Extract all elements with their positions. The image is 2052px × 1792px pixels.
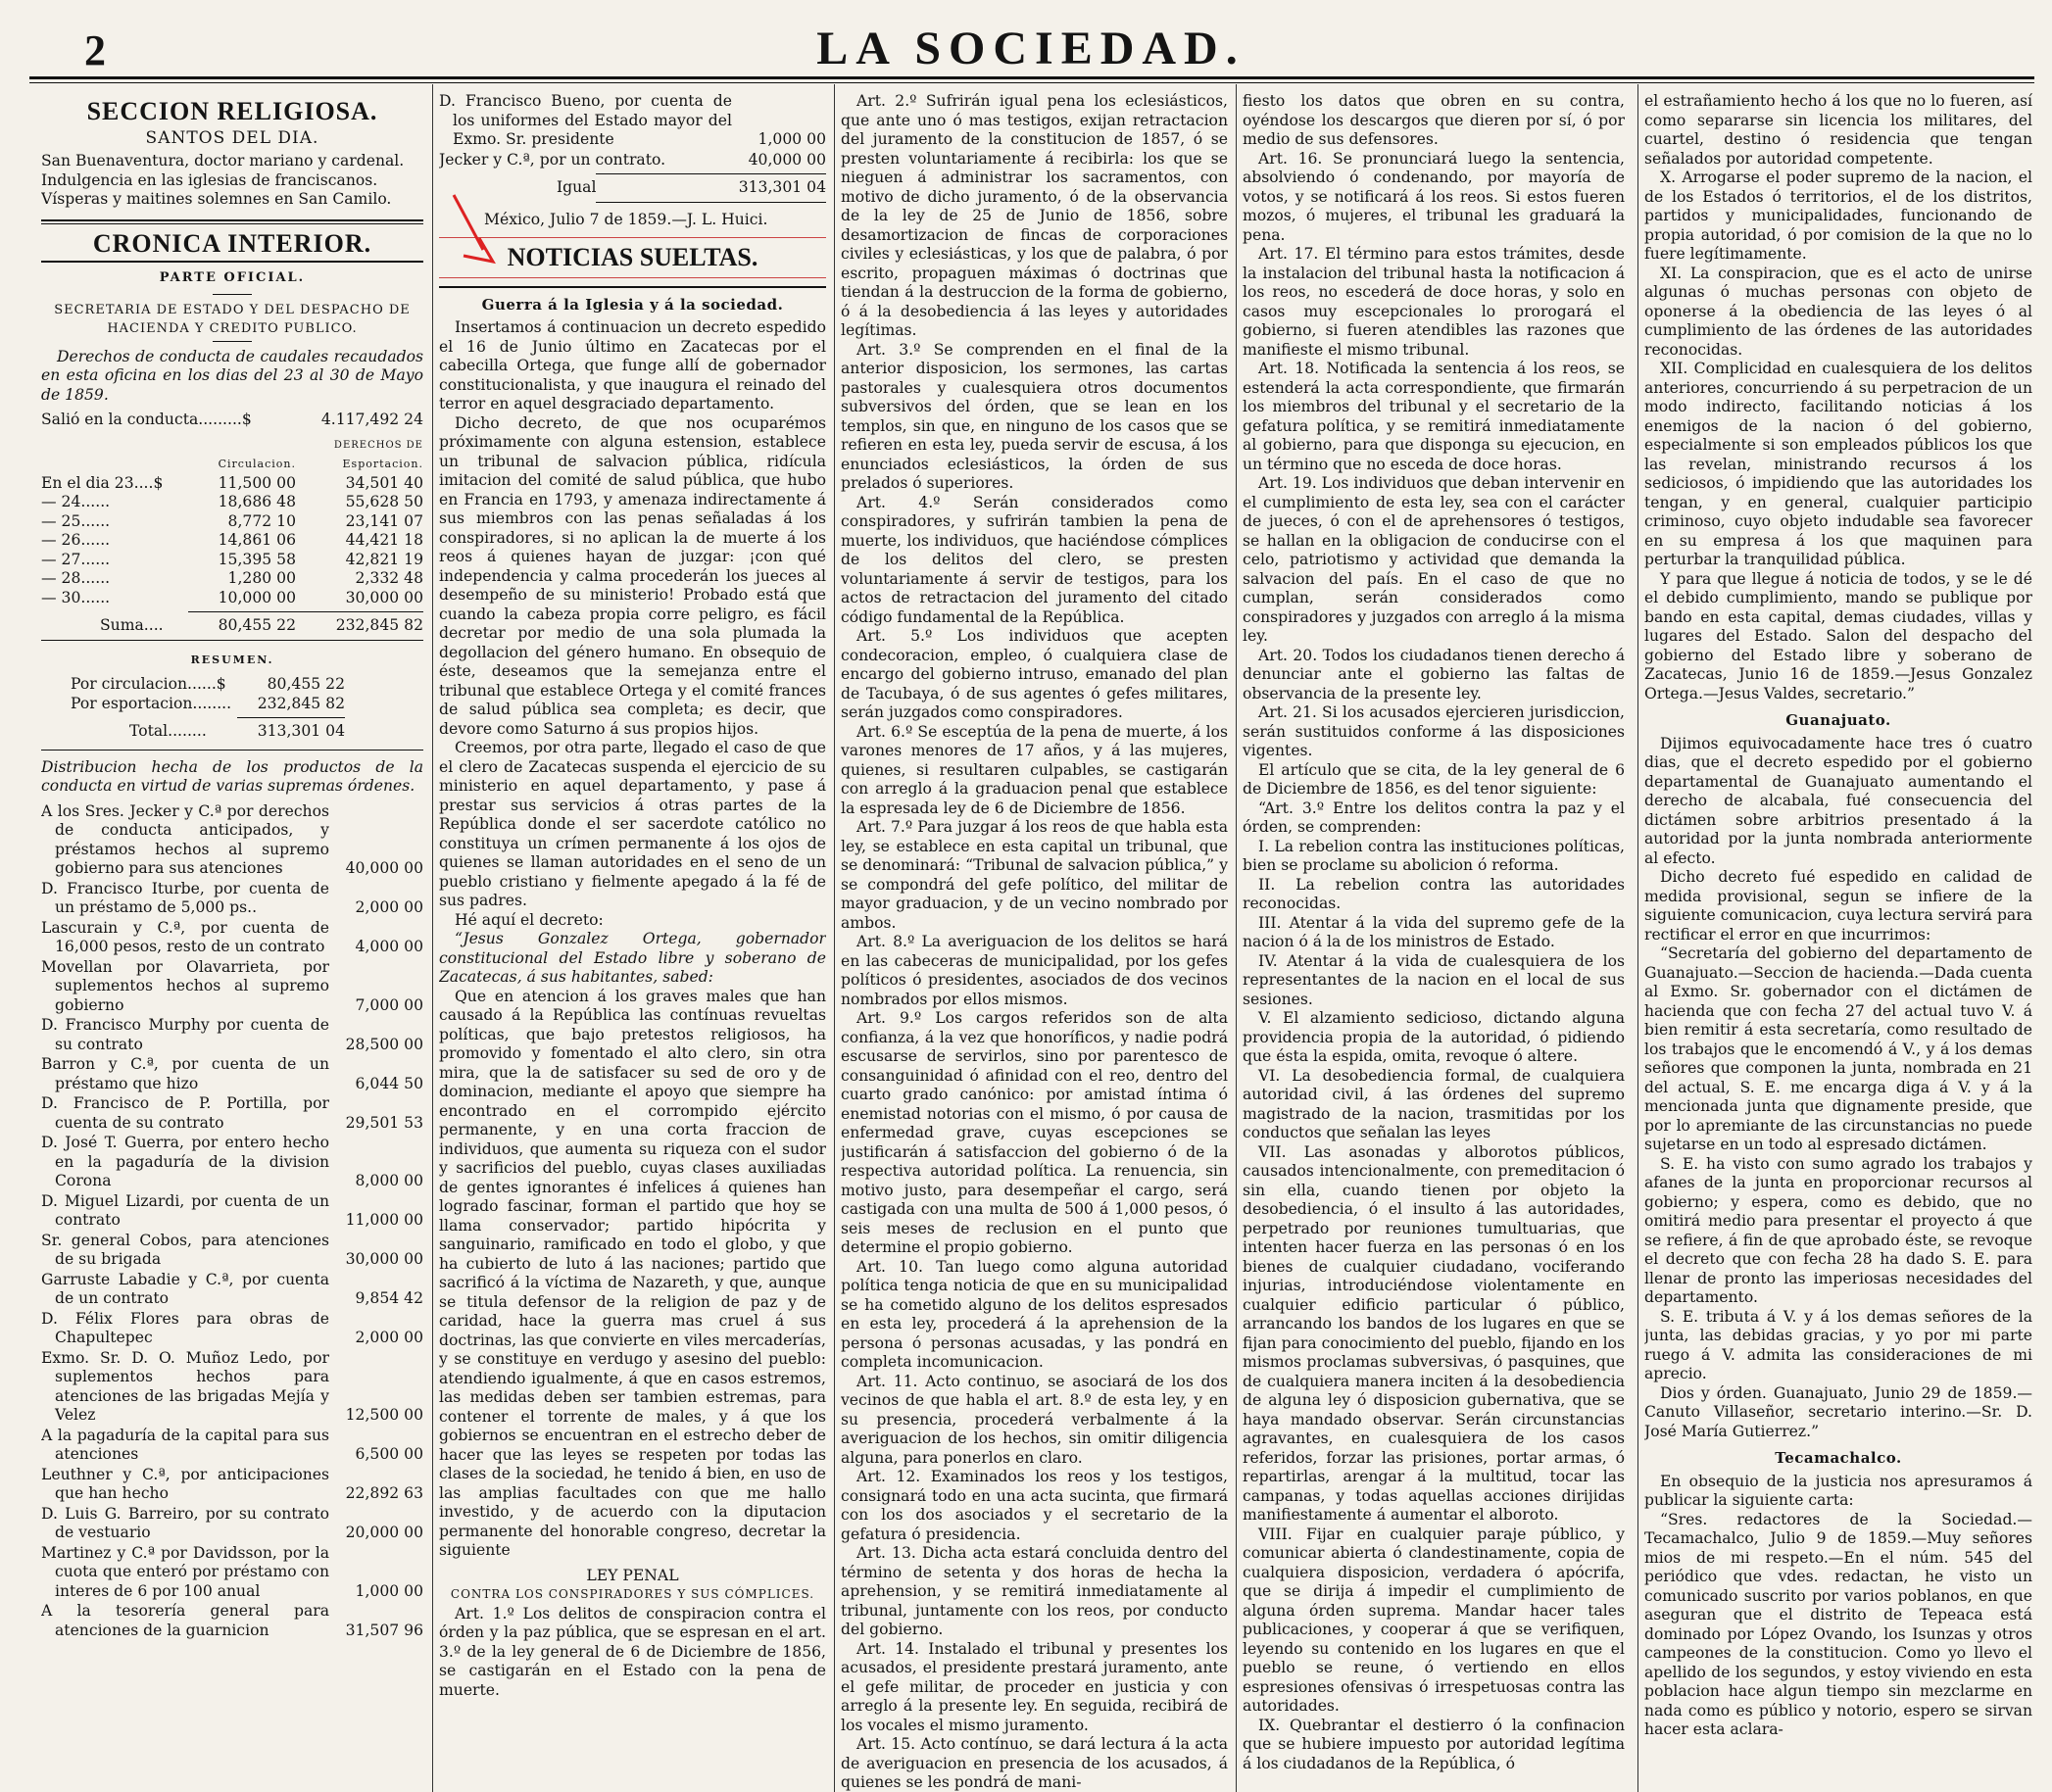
- item-text: A la pagaduría de la capital para sus atenciones: [41, 1426, 329, 1463]
- list-item: [41, 1427, 423, 1465]
- guerra-title: Guerra á la Iglesia y á la sociedad.: [481, 295, 784, 314]
- paragraph: VIII. Fijar en cualquier paraje público, y comunicar abierta ó clandestinamente, copia de cualquiera disposicion, verdadera ó apócrifa, que se dirija á impedir el cumplimiento de alguna órden suprema. Mandar hacer tales publicaciones, y cooperar á que se verifiquen, leyendo su contenido en los lugares en que el pueblo se reune, ó vertiendo en ellos espresiones ofensivas ó irrespetuosas contra las autoridades.: [1243, 1525, 1625, 1715]
- table-header-top: [41, 436, 423, 456]
- table-cell: En el dia 23....$: [41, 473, 164, 492]
- secretaria-heading: SECRETARIA DE ESTADO Y DEL DESPACHO DE HACIENDA Y CREDITO PUBLICO.: [54, 302, 411, 336]
- paragraph: Art. 4.º Serán considerados como conspiradores, y sufrirán tambien la pena de muerte, los individuos, que haciéndose cómplices de los delitos del clero, se presten voluntariamente á servir de testigos, para los actos de retractacion del juramento del citado código fundamental de la República.: [841, 493, 1228, 626]
- item-text: Exmo. Sr. D. O. Muñoz Ledo, por suplementos hechos para atenciones de las brigadas Mejía y Velez: [41, 1348, 329, 1424]
- por-esp-label: Por esportacion........: [71, 694, 232, 712]
- paragraph: El artículo que se cita, de la ley general de 6 de Diciembre de 1856, es del tenor siguiente:: [1243, 760, 1625, 798]
- paragraph: Hé aquí el decreto:: [455, 910, 604, 929]
- list-item: [41, 1134, 423, 1191]
- item-amount: 22,892 63: [345, 1484, 423, 1502]
- paragraph: “Jesus Gonzalez Ortega, gobernador constitucional del Estado libre y soberano de Zacatecas, á sus habitantes, sabed:: [439, 930, 826, 986]
- paragraph: I. La rebelion contra las instituciones políticas, bien se proclame su abolicion ó reforma.: [1243, 837, 1625, 874]
- paragraph: Dios y órden. Guanajuato, Junio 29 de 1859.—Canuto Villaseñor, secretario interino.—Sr. D. José María Gutierrez.”: [1644, 1383, 2032, 1440]
- paragraph: XI. La conspiracion, que es el acto de unirse algunas ó muchas personas con objeto de oponerse á la obediencia de las leyes ó al cumplimiento de las órdenes de las autoridades reconocidas.: [1644, 264, 2032, 359]
- list-item: [439, 151, 826, 170]
- list-item: [439, 92, 826, 150]
- item-text: D. Francisco Murphy por cuenta de su contrato: [41, 1016, 329, 1053]
- paragraph: XII. Complicidad en cualesquiera de los delitos anteriores, concurriendo á su perpetracion de un modo indirecto, facilitando noticias á los enemigos de la nacion ó del gobierno, especialmente si son empleados públicos los que las revelan, ministrando recursos á los sediciosos, ó impidiendo que las autoridades los tengan, y en general, cualquier participio criminoso, cuyo objeto indudable sea favorecer en su empresa á los que maquinen para perturbar la tranquilidad pública.: [1644, 360, 2032, 568]
- column-3: [841, 92, 1228, 1792]
- suma-row: [41, 616, 423, 636]
- firma-huici: México, Julio 7 de 1859.—J. L. Huici.: [484, 210, 768, 228]
- suma-exportacion: 232,845 82: [335, 616, 423, 634]
- section-rule-thin: [41, 223, 423, 224]
- short-rule: [213, 294, 252, 295]
- item-amount: 40,000 00: [345, 859, 423, 877]
- newspaper-title: LA SOCIEDAD.: [816, 23, 1246, 74]
- derechos-de-label: DERECHOS DE: [333, 439, 423, 451]
- column-1: [41, 92, 423, 1792]
- paragraph: “Secretaría del gobierno del departamento de Guanajuato.—Seccion de hacienda.—Dada cuenta al Exmo. Sr. gobernador con el dictámen de hacienda que con fecha 27 del actual tuvo V. á bien remitir á esta secretaría, como resultado de los trabajos que le encomendó á V., y á los demas señores que componen la junta, nombrada en 21 del actual, S. E. me encarga diga á V. y á la mencionada junta que dignamente preside, que por lo apremiante de las circunstancias no puede sujetarse en un todo al espresado dictámen.: [1644, 944, 2032, 1153]
- table-cell: 15,395 58: [218, 550, 296, 568]
- list-item: [41, 1232, 423, 1270]
- item-amount: 9,854 42: [355, 1289, 423, 1307]
- santos-text: San Buenaventura, doctor mariano y cardenal.: [41, 152, 405, 170]
- paragraph: Art. 9.º Los cargos referidos son de alta confianza, á la vez que honoríficos, y nadie podrá escusarse de servirlos, sino por parentesco de consanguinidad ó afinidad con el reo, dentro del cuarto grado canónico: por amistad íntima ó enemistad notorias con el mismo, ó por causa de enfermedad grave, cuyas escepciones se justificarán á satisfaccion del gobierno ó de la respectiva autoridad política. La renuencia, sin motivo justo, para desempeñar el cargo, será castigada con una multa de 500 á 1,000 pesos, ó seis meses de reclusion en el punto que determine el propio gobierno.: [841, 1009, 1228, 1256]
- item-text: D. José T. Guerra, por entero hecho en la pagaduría de la division Corona: [41, 1134, 329, 1189]
- suma-circulacion: 80,455 22: [218, 616, 296, 634]
- resumen-title: RESUMEN.: [190, 653, 274, 666]
- paragraph: Art. 16. Se pronunciará luego la sentencia, absolviendo ó condenando, por mayoría de votos, y se notificará á los reos. Si estos fueren mozos, ó mujeres, el tribunal les graduará la pena.: [1243, 149, 1625, 244]
- paragraph: fiesto los datos que obren en su contra, oyéndose los descargos que dieren por sí, ó por medio de sus defensores.: [1243, 92, 1625, 148]
- list-item: [41, 1349, 423, 1426]
- table-cell: 30,000 00: [345, 588, 423, 606]
- guanajuato-title: Guanajuato.: [1785, 711, 1891, 729]
- item-amount: 7,000 00: [355, 995, 423, 1014]
- paragraph: Art. 2.º Sufrirán igual pena los eclesiásticos, que ante uno ó mas testigos, exijan retractacion del juramento de la constitucion de 1857, ó se presten voluntariamente á recibirla: los que se nieguen á administrar los sacramentos, con motivo de dicho juramento, ó de la observancia de la ley de 25 de Junio de 1856, sobre desamortizacion de fincas de corporaciones civiles y eclesiásticas, y los que de palabra, ó por escrito, propaguen máximas ó doctrinas que tiendan á la destruccion de la forma de gobierno, ó á la desobediencia á las leyes y autoridades legítimas.: [841, 92, 1228, 339]
- paragraph: Creemos, por otra parte, llegado el caso de que el clero de Zacatecas suspenda el ejercicio de su ministerio en aquel departamento, y pase á prestar sus servicios á otras partes de la República donde el ser sacerdote católico no constituya un crímen permanente á los ojos de quienes se llaman autoridades en el seno de un pueblo cristiano y fielmente apegado á la fé de sus padres.: [439, 739, 826, 909]
- paragraph: S. E. tributa á V. y á los demas señores de la junta, las debidas gracias, y yo por mi parte ruego á V. admita las consideraciones de mi aprecio.: [1644, 1307, 2032, 1382]
- days-table: [41, 474, 423, 608]
- parte-oficial-title: PARTE OFICIAL.: [159, 270, 306, 285]
- table-cell: — 25......: [41, 511, 111, 530]
- item-text: D. Félix Flores para obras de Chapultepec: [41, 1309, 329, 1346]
- paragraph: VI. La desobediencia formal, de cualquiera autoridad civil, á las órdenes del supremo magistrado de la nacion, trasmitidas por los conductos que señalan las leyes: [1243, 1066, 1625, 1141]
- paragraph: el estrañamiento hecho á los que no lo fueren, así como separarse sin licencia los militares, del cuartel, destino ó residencia que tengan señalados por autoridad competente.: [1644, 92, 2032, 168]
- table-row: [41, 474, 423, 494]
- item-amount: 4,000 00: [355, 938, 423, 955]
- salio-row: [41, 411, 423, 430]
- item-amount: 12,500 00: [345, 1406, 423, 1424]
- paragraph: Art. 1.º Los delitos de conspiracion contra el órden y la paz pública, que se espresan en el art. 3.º de la ley general de 6 de Diciembre de 1856, se castigarán en el Estado con la pena de muerte.: [439, 1604, 826, 1699]
- table-cell: 42,821 19: [345, 550, 423, 568]
- list-item: [41, 919, 423, 957]
- list-item: [41, 1310, 423, 1348]
- column-4: [1243, 92, 1625, 1792]
- table-cell: 2,332 48: [355, 569, 423, 587]
- table-cell: 8,772 10: [227, 511, 296, 530]
- paragraph: En obsequio de la justicia nos apresuramos á publicar la siguiente carta:: [1644, 1472, 2032, 1509]
- paragraph: Art. 14. Instalado el tribunal y presentes los acusados, el presidente prestará juramento, ante el gefe militar, de proceder en justicia y con arreglo á la presente ley. En seguida, recibirá de los vocales el mismo juramento.: [841, 1639, 1228, 1734]
- salio-label: Salió en la conducta.........$: [41, 411, 252, 428]
- por-circ-label: Por circulacion......$: [71, 675, 226, 693]
- jecker-amount: 40,000 00: [748, 150, 826, 169]
- table-row: [41, 493, 423, 512]
- paragraph: IV. Atentar á la vida de cualesquiera de los representantes de la nacion en el local de sus sesiones.: [1243, 951, 1625, 1008]
- paragraph: Dicho decreto, de que nos ocuparémos próximamente con alguna estension, establece un tribunal de salvacion pública, ridícula imitacion del comité de salud pública, que hubo en Francia en 1793, y amenaza indirectamente á sus miembros con las penas señaladas á los conspiradores, si no aplican la de muerte á los reos á quienes hayan de juzgar: ¡con qué independencia y calma procederán los jueces al desempeño de su ministerio! Probado está que cuando la cabeza propia corre peligro, es fácil decretar por medio de una sola plumada la degollacion del género humano. En obsequio de éste, deseamos que la semejanza entre el tribunal que establece Ortega y el comité frances de salud pública sea completa; es decir, que devore como Saturno á sus propios hijos.: [439, 413, 826, 738]
- table-cell: — 26......: [41, 531, 111, 549]
- item-text: D. Luis G. Barreiro, por su contrato de vestuario: [41, 1504, 329, 1541]
- table-row: [41, 531, 423, 551]
- table-cell: 14,861 06: [218, 531, 296, 549]
- table-cell: 55,628 50: [345, 493, 423, 510]
- paragraph: Art. 7.º Para juzgar á los reos de que habla esta ley, se establece en esta capital un tribunal, que se denominará: “Tribunal de salvacion pública,” y se compondrá del gefe político, del militar de mayor graduacion, y de un vecino nombrado por ambos.: [841, 818, 1228, 932]
- paragraph: Art. 18. Notificada la sentencia á los reos, se estenderá la acta correspondiente, que firmarán los miembros del tribunal y el secretario de la gefatura política, y se remitirá inmediatamente al gobierno, para que disponga su ejecucion, en un término que no esceda de doce horas.: [1243, 360, 1625, 473]
- derechos-intro: Derechos de conducta de caudales recaudados en esta oficina en los dias del 23 al 30 de Mayo de 1859.: [41, 347, 423, 404]
- item-amount: 6,044 50: [355, 1074, 423, 1092]
- table-row: [41, 551, 423, 570]
- noticias-box: [439, 237, 826, 278]
- table-cell: 1,280 00: [227, 569, 296, 587]
- por-esp-row: [41, 695, 423, 714]
- table-header: [41, 455, 423, 474]
- igual-label: Igual: [557, 178, 597, 196]
- circulacion-header: Circulacion.: [218, 458, 296, 470]
- paragraph: Art. 3.º Se comprenden en el final de la anterior disposicion, los sermones, las cartas pastorales y cualesquiera otros documentos subversivos del órden, que se lean en los templos, sin que, en ninguno de los casos que se refieren en esta ley, pueda servir de escusa, á los enunciados eclesiásticos, la órden de sus prelados ó superiores.: [841, 340, 1228, 492]
- paragraph: Dicho decreto fué espedido en calidad de medida provisional, segun se infiere de la siguiente comunicacion, cuya lectura servirá para rectificar el error en que incurrimos:: [1644, 868, 2032, 944]
- total-label: Total........: [129, 722, 207, 740]
- table-cell: 18,686 48: [218, 493, 296, 510]
- paragraph: “Sres. redactores de la Sociedad.—Tecamachalco, Julio 9 de 1859.—Muy señores mios de mi respeto.—En el núm. 545 del periódico que vdes. redactan, he visto un comunicado suscrito por varios poblanos, en que aseguran que el distrito de Tepeaca está dominado por López Ovando, los Isunzas y otros campeones de la constitucion. Como yo llevo el apellido de los segundos, y estoy viviendo en esta poblacion hace algun tiempo sin mezclarme en nada como es público y notorio, espero se sirvan hacer esta aclara-: [1644, 1510, 2032, 1738]
- list-item: [41, 1192, 423, 1231]
- paragraph: Art. 21. Si los acusados ejercieren jurisdiccion, serán sustituidos conforme á las disposiciones vigentes.: [1243, 703, 1625, 759]
- section-rule: [439, 286, 826, 288]
- column-divider: [432, 84, 433, 1792]
- paragraph: Art. 19. Los individuos que deban intervenir en el cumplimiento de esta ley, sea con el carácter de jueces, ó con el de aprehensores ó testigos, se hallan en la obligacion de conducirse con el celo, patriotismo y actividad que demanda la salvacion del país. En el caso de que no cumplan, serán considerados como conspiradores y juzgados con arreglo á la misma ley.: [1243, 474, 1625, 645]
- paragraph: Art. 10. Tan luego como alguna autoridad política tenga noticia de que en su municipalidad se ha cometido alguno de los delitos espresados en esta ley, procederá á la aprehension de la persona ó personas acusadas, y las pondrá en completa incomunicacion.: [841, 1257, 1228, 1371]
- list-item: [41, 880, 423, 918]
- column-2: [439, 92, 826, 1792]
- distribucion-intro: Distribucion hecha de los productos de la conducta en virtud de varias supremas órdenes.: [41, 757, 423, 795]
- table-cell: 10,000 00: [218, 588, 296, 606]
- column-divider: [1637, 84, 1638, 1792]
- table-cell: 34,501 40: [345, 473, 423, 492]
- paragraph: Art. 17. El término para estos trámites, desde la instalacion del tribunal hasta la notificacion á los reos, no escederá de doce horas, y solo en casos muy escepcionales lo prorogará el gobierno, si fueren atendibles las razones que manifieste el mismo tribunal.: [1243, 245, 1625, 359]
- list-item: [41, 1505, 423, 1543]
- item-text: Martinez y C.ª por Davidsson, por la cuota que enteró por préstamo con interes de 6 por 100 anual: [41, 1543, 329, 1600]
- item-amount: 2,000 00: [355, 898, 423, 916]
- list-item: [41, 958, 423, 1016]
- indulgencia-text: Indulgencia en las iglesias de franciscanos.: [41, 170, 378, 189]
- santos-title: SANTOS DEL DIA.: [145, 127, 319, 148]
- paragraph: Que en atencion á los graves males que han causado á la República las contínuas revueltas políticas, que bajo pretestos religiosos, ha promovido y fomentado el alto clero, sin otra mira, que la de satisfacer su sed de oro y de dominacion, mediante el apoyo que siempre ha encontrado en el corrompido ejército permanente, y en una corta fraccion de individuos, que aumenta su riqueza con el sudor y sacrificios del pueblo, cuyas clases auxiliadas de gentes ignorantes é infelices á quienes han logrado fascinar, forman el partido que hoy se llama conservador; partido hipócrita y sanguinario, ramificado en todo el globo, y que ha cubierto de luto á las naciones; partido que sacrificó á la víctima de Nazareth, y que, aunque se titula defensor de la religion de paz y de caridad, hace la guerra mas cruel á sus doctrinas, las que convierte en viles mercaderías, y se constituye en verdugo y asesino del pueblo: atendiendo igualmente, á que en casos estremos, las medidas deben ser tambien estremas, para contener el torrente de males, y á que los gobiernos se encuentran en el estrecho deber de hacer que las leyes se respeten por todas las clases de la sociedad, he tenido á bien, en uso de las amplias facultades con que me hallo investido, y de acuerdo con la diputacion permanente del honorable congreso, decretar la siguiente: [439, 987, 826, 1559]
- column-divider: [1236, 84, 1237, 1792]
- paragraph: Art. 8.º La averiguacion de los delitos se hará en las cabeceras de municipalidad, por los gefes políticos ó presidentes, asociados de dos vecinos nombrados por ellos mismos.: [841, 933, 1228, 1008]
- item-text: Leuthner y C.ª, por anticipaciones que han hecho: [41, 1465, 329, 1502]
- paragraph: III. Atentar á la vida del supremo gefe de la nacion ó á la de los ministros de Estado.: [1243, 913, 1625, 950]
- bueno-amount: 1,000 00: [757, 130, 826, 148]
- paragraph: Art. 13. Dicha acta estará concluida dentro del término de setenta y dos horas de hecha la aprehension, y se remitirá inmediatamente al tribunal, juntamente con los reos, por conducto del gobierno.: [841, 1544, 1228, 1638]
- table-row: [41, 589, 423, 608]
- paragraph: “Art. 3.º Entre los delitos contra la paz y el órden, se comprenden:: [1243, 799, 1625, 836]
- por-circ-row: [41, 675, 423, 695]
- item-text: A los Sres. Jecker y C.ª por derechos de conducta anticipados, y préstamos hechos al supremo gobierno para sus atenciones: [41, 801, 329, 877]
- list-item: [41, 1466, 423, 1504]
- list-item: [41, 1602, 423, 1640]
- table-cell: 44,421 18: [345, 531, 423, 549]
- paragraph: Art. 20. Todos los ciudadanos tienen derecho á denunciar ante el gobierno las faltas de observancia de la presente ley.: [1243, 646, 1625, 702]
- exportacion-header: Esportacion.: [342, 458, 423, 470]
- item-text: Garruste Labadie y C.ª, por cuenta de un contrato: [41, 1270, 329, 1307]
- item-amount: 31,507 96: [345, 1621, 423, 1639]
- section-rule: [41, 261, 423, 263]
- table-row: [41, 512, 423, 532]
- ley-penal-title: LEY PENAL: [586, 1566, 679, 1584]
- paragraph: Art. 11. Acto continuo, se asociará de los dos vecinos de que habla el art. 8.º de esta ley, y en su presencia, procederá verbalmente á la averiguacion de los hechos, sin omitir diligencia alguna, para ponerlos en claro.: [841, 1372, 1228, 1467]
- table-cell: 11,500 00: [218, 473, 296, 492]
- por-circ-amount: 80,455 22: [267, 675, 345, 693]
- jecker-text: Jecker y C.ª, por un contrato.: [439, 150, 666, 169]
- paragraph: V. El alzamiento sedicioso, dictando alguna providencia propia de la autoridad, ó pidiendo que ésta la espida, omita, revoque ó altere.: [1243, 1009, 1625, 1065]
- red-arrow-icon: [450, 193, 509, 266]
- list-item: [41, 1055, 423, 1093]
- item-text: D. Francisco Iturbe, por cuenta de un préstamo de 5,000 ps..: [41, 879, 329, 916]
- table-cell: — 27......: [41, 550, 111, 568]
- por-esp-amount: 232,845 82: [257, 694, 345, 712]
- item-amount: 2,000 00: [355, 1329, 423, 1346]
- item-amount: 11,000 00: [345, 1211, 423, 1229]
- paragraph: II. La rebelion contra las autoridades reconocidas.: [1243, 875, 1625, 912]
- paragraph: Art. 6.º Se esceptúa de la pena de muerte, á los varones menores de 17 años, y á las mujeres, quienes, si resultaren culpables, se castigarán con arreglo á la graduacion penal que establece la espresada ley de 6 de Diciembre de 1856.: [841, 722, 1228, 817]
- list-item: [41, 802, 423, 879]
- total-row: [41, 722, 423, 742]
- paragraph: X. Arrogarse el poder supremo de la nacion, el de los Estados ó territorios, el de los distritos, partidos y municipalidades, funcionando de propia autoridad, ó por comision de la que no lo fuere legítimamente.: [1644, 169, 2032, 263]
- list-item: [41, 1544, 423, 1602]
- visperas-text: Vísperas y maitines solemnes en San Camilo.: [41, 190, 392, 208]
- item-amount: 1,000 00: [355, 1581, 423, 1600]
- item-amount: 29,501 53: [345, 1113, 423, 1132]
- section-title-religiosa: SECCION RELIGIOSA.: [86, 97, 378, 125]
- salio-amount: 4.117,492 24: [320, 411, 423, 428]
- table-cell: 23,141 07: [345, 511, 423, 530]
- item-amount: 8,000 00: [355, 1172, 423, 1189]
- paragraph: IX. Quebrantar el destierro ó la confinacion que se hubiere impuesto por autoridad legítima á los ciudadanos de la República, ó: [1243, 1716, 1625, 1772]
- list-item: [41, 1094, 423, 1133]
- paragraph: Dijimos equivocadamente hace tres ó cuatro dias, que el decreto espedido por el gobierno departamental de Guanajuato aumentando el derecho de alcabala, fué consecuencia del dictámen sobre arbitrios presentado á la autoridad por la junta nombrada anteriormente al efecto.: [1644, 734, 2032, 867]
- suma-label: Suma....: [100, 616, 164, 634]
- distribution-list: [41, 802, 423, 1641]
- bueno-text: D. Francisco Bueno, por cuenta de los uniformes del Estado mayor del Exmo. Sr. presidente: [439, 92, 732, 148]
- masthead-rule-thin: [29, 82, 2034, 83]
- paragraph: Insertamos á continuacion un decreto espedido el 16 de Junio último en Zacatecas por el cabecilla Ortega, que funge allí de gobernador constitucionalista, y que inaugura el reinado del terror en aquel desgraciado departamento.: [439, 318, 826, 412]
- item-text: Movellan por Olavarrieta, por suplementos hechos al supremo gobierno: [41, 957, 329, 1014]
- paragraph: Y para que llegue á noticia de todos, y se le dé el debido cumplimiento, mando se publique por bando en esta capital, demas ciudades, villas y lugares del Estado. Salon del despacho del gobierno del Estado libre y soberano de Zacatecas, Junio 16 de 1859.—Jesus Gonzalez Ortega.—Jesus Valdes, secretario.”: [1644, 569, 2032, 702]
- item-text: Barron y C.ª, por cuenta de un préstamo que hizo: [41, 1055, 329, 1092]
- section-rule: [41, 219, 423, 221]
- masthead-rule: [29, 76, 2034, 79]
- table-cell: — 28......: [41, 569, 111, 587]
- total-amount: 313,301 04: [257, 722, 345, 740]
- item-amount: 30,000 00: [345, 1250, 423, 1268]
- item-text: Lascurain y C.ª, por cuenta de 16,000 pesos, resto de un contrato: [41, 918, 329, 955]
- item-text: A la tesorería general para atenciones de la guarnicion: [41, 1602, 329, 1639]
- list-item: [41, 1016, 423, 1054]
- contra-title: CONTRA LOS CONSPIRADORES Y SUS CÓMPLICES.: [450, 1587, 815, 1601]
- page-number: 2: [84, 26, 106, 74]
- item-text: D. Miguel Lizardi, por cuenta de un contrato: [41, 1191, 329, 1229]
- item-amount: 28,500 00: [345, 1035, 423, 1053]
- paragraph: Art. 15. Acto contínuo, se dará lectura á la acta de averiguacion en presencia de los acusados, á quienes se les pondrá de mani-: [841, 1735, 1228, 1791]
- masthead: [29, 22, 2032, 80]
- tecamachalco-title: Tecamachalco.: [1775, 1449, 1902, 1467]
- table-row: [41, 569, 423, 589]
- item-text: Sr. general Cobos, para atenciones de su brigada: [41, 1231, 329, 1268]
- column-divider: [834, 84, 835, 1792]
- table-cell: — 24......: [41, 493, 111, 510]
- item-amount: 6,500 00: [355, 1445, 423, 1463]
- column-5: [1644, 92, 2032, 1792]
- item-amount: 20,000 00: [345, 1524, 423, 1541]
- paragraph: Art. 5.º Los individuos que acepten condecoracion, empleo, ó cualquiera clase de encargo del gobierno intruso, emanado del plan de Tacubaya, ó de sus agentes ó gefes militares, serán juzgados como conspiradores.: [841, 627, 1228, 721]
- paragraph: VII. Las asonadas y alborotos públicos, causados intencionalmente, con premeditacion ó sin ella, cuando tienen por objeto la desobediencia, ó el insulto á las autoridades, perpetrado por reuniones tumultuarias, que intenten hacer fuerza en las personas ó en los bienes de cualquier ciudadano, vociferando injurias, introduciéndose violentamente en cualquier edificio particular ó público, arrancando los bandos de los lugares en que se fijan para conocimiento del pueblo, fijando en los mismos proclamas subversivas, ó pasquines, que de cualquiera manera inciten á la desobediencia de alguna ley ó disposicion gubernativa, que se haya mandado observar. Serán circunstancias agravantes, en cualesquiera de los casos referidos, forzar las prisiones, portar armas, ó repartirlas, arengar á la multitud, tocar las campanas, y todas aquellas acciones dirijidas manifiestamente á aumentar el alboroto.: [1243, 1142, 1625, 1524]
- noticias-title: NOTICIAS SUELTAS.: [507, 243, 758, 271]
- table-cell: — 30......: [41, 588, 111, 606]
- short-rule: [213, 341, 252, 342]
- list-item: [41, 1271, 423, 1309]
- section-title-cronica: CRONICA INTERIOR.: [92, 228, 372, 258]
- igual-amount: 313,301 04: [738, 178, 826, 196]
- paragraph: Art. 12. Examinados los reos y los testigos, consignará todo en una acta sucinta, que firmará con los dos asociados y el secretario de la gefatura ó presidencia.: [841, 1468, 1228, 1543]
- paragraph: S. E. ha visto con sumo agrado los trabajos y afanes de la junta en proporcionar recursos al gobierno; y espera, como es debido, que no omitirá medio para presentar el proyecto á que se refiere, á fin de que aprobado éste, se revoque el decreto que con fecha 28 ha dado S. E. para llenar de pronto las imperiosas necesidades del departamento.: [1644, 1154, 2032, 1306]
- item-text: D. Francisco de P. Portilla, por cuenta de su contrato: [41, 1094, 329, 1132]
